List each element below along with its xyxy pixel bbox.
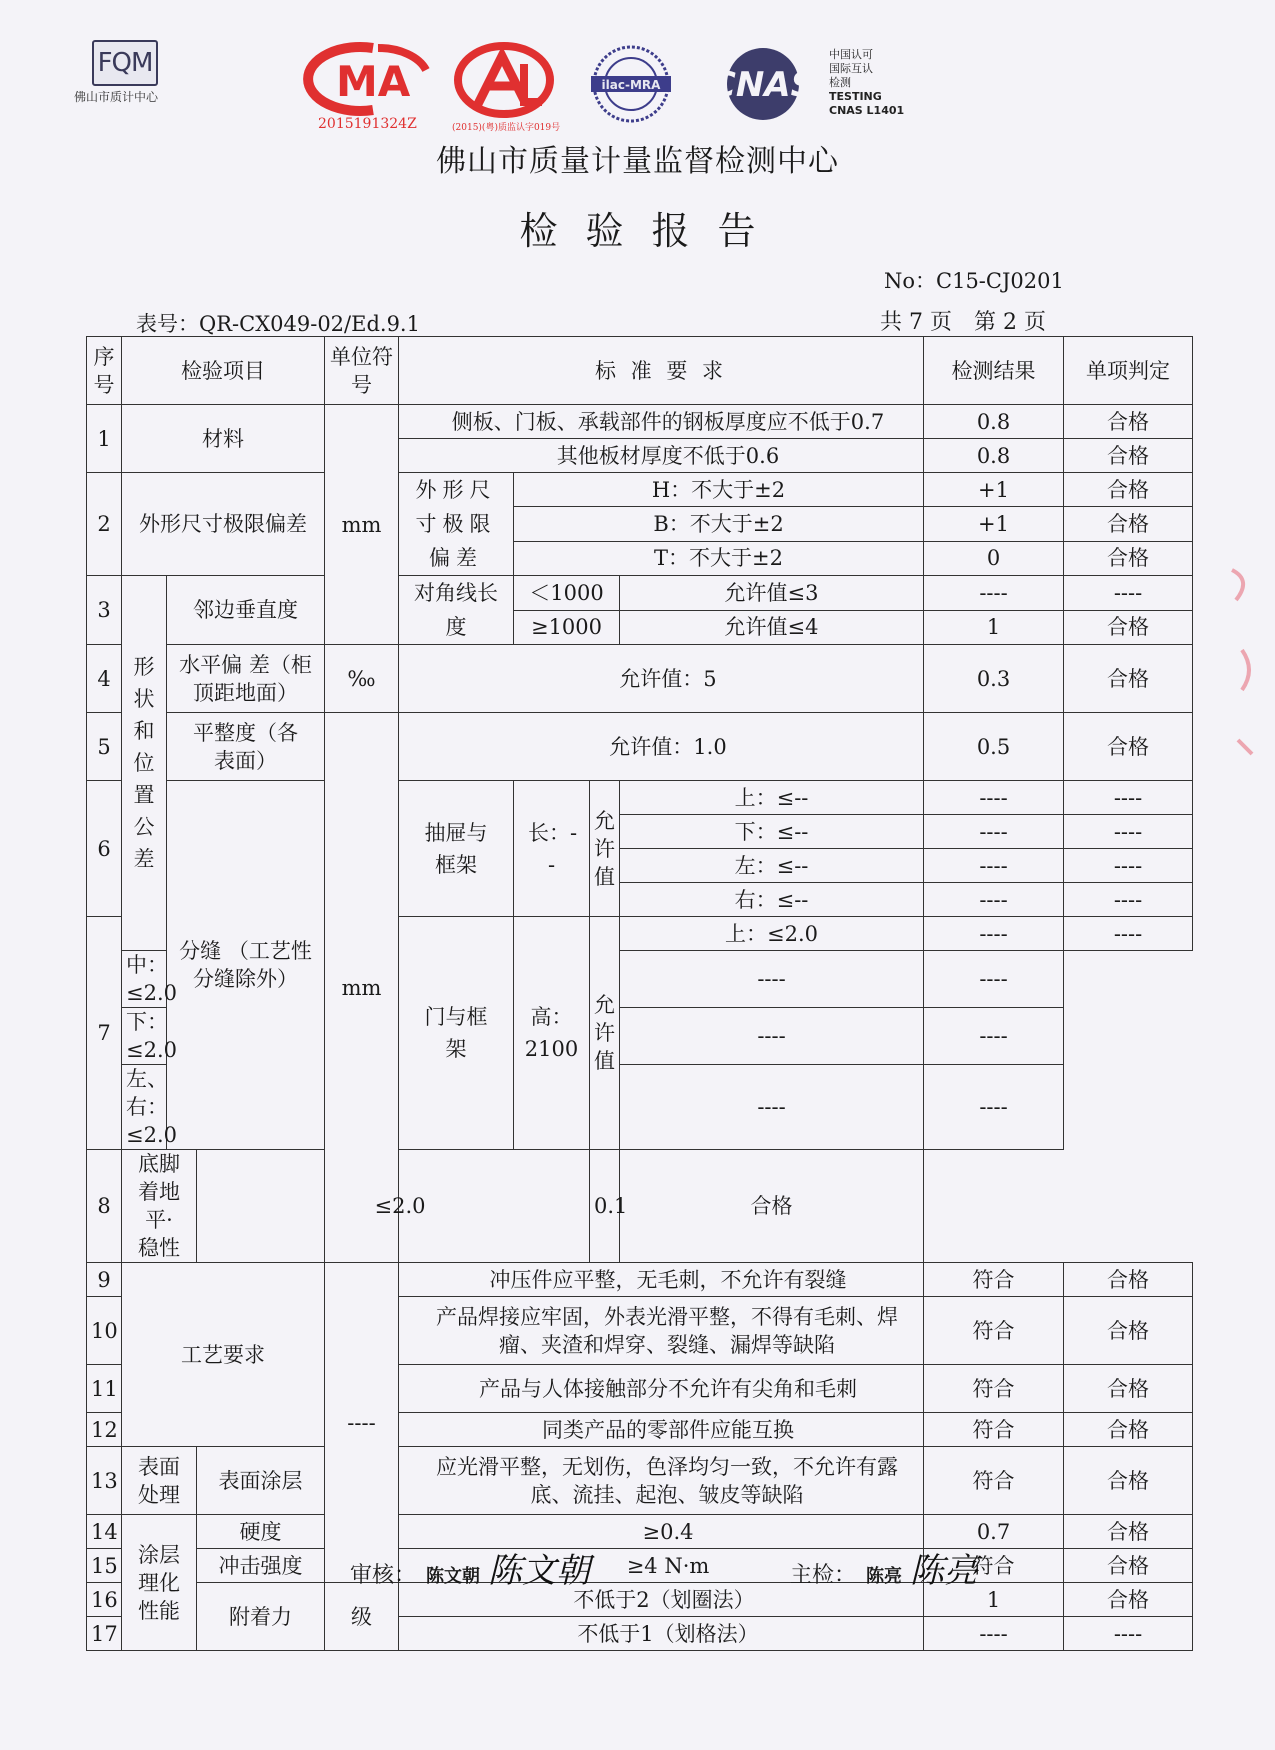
- row-result: 1: [924, 1583, 1064, 1617]
- row-seq: 3: [87, 576, 122, 645]
- row-subgroup: 对角线长度: [399, 576, 514, 645]
- craft-group: 工艺要求: [122, 1263, 325, 1447]
- fqm-logo: FQM: [92, 40, 158, 86]
- table-row: [87, 1263, 1193, 1297]
- row-unit: 级: [325, 1583, 399, 1651]
- row-seq: 17: [87, 1617, 122, 1651]
- gap-item: 分缝 （工艺性分缝除外）: [167, 781, 325, 1150]
- row-item: 邻边垂直度: [167, 576, 325, 645]
- partial-stamp: [1222, 560, 1272, 780]
- row-standard: 其他板材厚度不低于0.6: [399, 439, 924, 473]
- row-result: ----: [924, 883, 1064, 917]
- form-number: 表号：QR-CX049-02/Ed.9.1: [136, 312, 420, 336]
- organization-name: 佛山市质量计量监督检测中心: [436, 144, 839, 179]
- table-row: [87, 1150, 1193, 1263]
- row-part: 抽屉与框架: [399, 781, 514, 917]
- row-standard: ≤2.0: [197, 1150, 590, 1263]
- row-item: 附着力: [197, 1583, 325, 1651]
- row-standard: 不低于1（划格法）: [399, 1617, 924, 1651]
- row-result: 符合: [924, 1549, 1064, 1583]
- row-unit: ‰: [325, 645, 399, 713]
- row-verdict: ----: [924, 1065, 1064, 1150]
- row-verdict: ----: [1064, 781, 1193, 815]
- row-seq: 10: [87, 1297, 122, 1365]
- reviewer-label: 审核：: [350, 1563, 417, 1588]
- table-header-row: [87, 337, 1193, 405]
- row-standard: 同类产品的零部件应能互换: [399, 1413, 924, 1447]
- row-verdict: 合格: [1064, 473, 1193, 507]
- row-verdict: 合格: [1064, 1583, 1193, 1617]
- row-subgroup: 外形尺寸极限偏差: [399, 473, 514, 576]
- row-verdict: 合格: [1064, 610, 1193, 645]
- shape-position-group: 形状和位置公差: [122, 576, 167, 951]
- row-result: 0.5: [924, 713, 1064, 781]
- row-item: 外形尺寸极限偏差: [122, 473, 325, 576]
- row-verdict: 合格: [1064, 1413, 1193, 1447]
- table-row: [87, 1515, 1193, 1549]
- header-standard: 标 准 要 求: [399, 337, 924, 405]
- row-verdict: 合格: [620, 1150, 924, 1263]
- row-item: 水平偏 差（柜顶距地面）: [167, 645, 325, 713]
- row-requirement: T：不大于±2: [514, 541, 924, 575]
- page-count: 共 7 页 第 2 页: [880, 310, 1046, 335]
- row-verdict: ----: [924, 1008, 1064, 1065]
- table-row: [87, 1549, 1193, 1583]
- row-standard: 应光滑平整，无划伤，色泽均匀一致，不允许有露底、流挂、起泡、皱皮等缺陷: [399, 1447, 924, 1515]
- inspector-block: [790, 1543, 978, 1592]
- row-verdict: ----: [1064, 917, 1193, 951]
- row-side: 上：≤2.0: [620, 917, 924, 951]
- row-verdict: 合格: [1064, 645, 1193, 713]
- row-verdict: 合格: [1064, 713, 1193, 781]
- row-result: 符合: [924, 1365, 1064, 1413]
- row-requirement: B：不大于±2: [514, 507, 924, 541]
- header-item: 检验项目: [122, 337, 325, 405]
- row-verdict: ----: [1064, 883, 1193, 917]
- coating-group: 涂层理化性能: [122, 1515, 197, 1651]
- row-seq: 16: [87, 1583, 122, 1617]
- row-result: 1: [924, 610, 1064, 645]
- row-item: 平整度（各表面）: [167, 713, 325, 781]
- row-seq: 11: [87, 1365, 122, 1413]
- row-result: 0.8: [924, 405, 1064, 439]
- row-result: 0.7: [924, 1515, 1064, 1549]
- row-verdict: ----: [924, 951, 1064, 1008]
- row-item: 表面涂层: [197, 1447, 325, 1515]
- row-verdict: 合格: [1064, 1447, 1193, 1515]
- row-result: ----: [924, 815, 1064, 849]
- row-result: ----: [620, 1065, 924, 1150]
- row-standard: 不低于2（划圈法）: [399, 1583, 924, 1617]
- table-row: [87, 713, 1193, 781]
- row-verdict: ----: [1064, 1617, 1193, 1651]
- row-result: +1: [924, 507, 1064, 541]
- table-row: [87, 405, 1193, 439]
- row-result: ----: [924, 849, 1064, 883]
- reviewer-signature: 陈文朝: [488, 1551, 591, 1591]
- ilac-mra-logo: [583, 44, 679, 124]
- row-item: 底脚着地平·稳性: [122, 1150, 197, 1263]
- row-item: 冲击强度: [197, 1549, 325, 1583]
- svg-text:CNAS: CNAS: [710, 65, 816, 105]
- row-side: 右：≤--: [620, 883, 924, 917]
- row-seq: 4: [87, 645, 122, 713]
- row-allow-label: 允许值: [590, 781, 620, 917]
- row-part: 门与框架: [399, 917, 514, 1150]
- row-seq: 7: [87, 917, 122, 1150]
- inspector-name: 陈亮: [866, 1566, 903, 1587]
- row-verdict: 合格: [1064, 1515, 1193, 1549]
- svg-text:MA: MA: [336, 57, 411, 106]
- row-side: 左：≤--: [620, 849, 924, 883]
- inspection-table: [86, 336, 1193, 1651]
- row-seq: 2: [87, 473, 122, 576]
- row-result: ----: [924, 576, 1064, 611]
- inspector-signature: 陈亮: [910, 1551, 979, 1591]
- row-result: 符合: [924, 1413, 1064, 1447]
- row-side: 中：≤2.0: [122, 951, 167, 1008]
- unit-cell: mm: [325, 713, 399, 1263]
- row-verdict: ----: [1064, 849, 1193, 883]
- row-range: ≥1000: [514, 610, 620, 645]
- reviewer-name: 陈文朝: [426, 1566, 481, 1587]
- cal-number: (2015)(粤)质监认字019号: [452, 123, 561, 133]
- row-result: 0: [924, 541, 1064, 575]
- row-seq: 14: [87, 1515, 122, 1549]
- row-seq: 9: [87, 1263, 122, 1297]
- row-standard: 允许值：1.0: [399, 713, 924, 781]
- row-result: 0.3: [924, 645, 1064, 713]
- row-seq: 1: [87, 405, 122, 473]
- cnas-logo: [703, 46, 823, 122]
- row-seq: 5: [87, 713, 122, 781]
- row-standard: 产品焊接应牢固，外表光滑平整，不得有毛刺、焊瘤、夹渣和焊穿、裂缝、漏焊等缺陷: [399, 1297, 924, 1365]
- row-seq: 13: [87, 1447, 122, 1515]
- row-side: 下：≤--: [620, 815, 924, 849]
- row-side: 下：≤2.0: [122, 1008, 167, 1065]
- table-row: [87, 473, 1193, 507]
- row-allowance: 允许值≤4: [620, 610, 924, 645]
- cnas-accreditation-text: 中国认可 国际互认 检测 TESTING CNAS L1401: [829, 48, 905, 117]
- row-result: ----: [924, 781, 1064, 815]
- svg-text:ilac-MRA: ilac-MRA: [601, 78, 661, 92]
- cma-number: 2015191324Z: [318, 116, 417, 132]
- row-result: ----: [924, 917, 1064, 951]
- row-result: ----: [924, 1617, 1064, 1651]
- row-allow-label: 允许值: [590, 917, 620, 1150]
- row-verdict: ----: [1064, 815, 1193, 849]
- cal-logo: [454, 42, 554, 118]
- row-dimension: 高：2100: [514, 917, 590, 1150]
- row-standard: 侧板、门板、承载部件的钢板厚度应不低于0.7: [399, 405, 924, 439]
- row-standard: ≥4 N·m: [399, 1549, 924, 1583]
- row-result: 符合: [924, 1297, 1064, 1365]
- row-side: 上：≤--: [620, 781, 924, 815]
- unit-cell: ----: [325, 1263, 399, 1583]
- row-item: 材料: [122, 405, 325, 473]
- row-allowance: 允许值≤3: [620, 576, 924, 611]
- header-result: 检测结果: [924, 337, 1064, 405]
- table-row: [87, 1447, 1193, 1515]
- table-row: [87, 576, 1193, 611]
- report-title: 检验报告: [519, 209, 784, 253]
- row-result: 符合: [924, 1447, 1064, 1515]
- header-seq: 序号: [87, 337, 122, 405]
- row-seq: 8: [87, 1150, 122, 1263]
- row-result: ----: [620, 1008, 924, 1065]
- row-result: 0.8: [924, 439, 1064, 473]
- row-standard: ≥0.4: [399, 1515, 924, 1549]
- row-verdict: 合格: [1064, 507, 1193, 541]
- row-verdict: 合格: [1064, 405, 1193, 439]
- inspector-label: 主检：: [790, 1563, 857, 1588]
- table-row: [87, 1583, 1193, 1617]
- cma-logo: [318, 44, 428, 114]
- row-dimension: 长：--: [514, 781, 590, 917]
- row-verdict: 合格: [1064, 1297, 1193, 1365]
- table-row: [87, 781, 1193, 815]
- row-verdict: ----: [1064, 576, 1193, 611]
- row-verdict: 合格: [1064, 439, 1193, 473]
- row-verdict: 合格: [1064, 1263, 1193, 1297]
- header-unit: 单位符号: [325, 337, 399, 405]
- row-verdict: 合格: [1064, 541, 1193, 575]
- row-result: +1: [924, 473, 1064, 507]
- row-standard: 允许值：5: [399, 645, 924, 713]
- row-result: 符合: [924, 1263, 1064, 1297]
- row-range: ＜1000: [514, 576, 620, 611]
- surface-group: 表面处理: [122, 1447, 197, 1515]
- row-verdict: 合格: [1064, 1365, 1193, 1413]
- row-seq: 15: [87, 1549, 122, 1583]
- header-verdict: 单项判定: [1064, 337, 1193, 405]
- report-number: No：C15-CJ0201: [884, 269, 1064, 293]
- row-seq: 12: [87, 1413, 122, 1447]
- row-item: 硬度: [197, 1515, 325, 1549]
- unit-cell: mm: [325, 405, 399, 645]
- row-side: 左、右：≤2.0: [122, 1065, 167, 1150]
- fqm-org-name: 佛山市质计中心: [74, 90, 159, 104]
- row-result: ----: [620, 951, 924, 1008]
- row-requirement: H：不大于±2: [514, 473, 924, 507]
- reviewer-block: [350, 1543, 590, 1592]
- row-verdict: 合格: [1064, 1549, 1193, 1583]
- table-row: [87, 645, 1193, 713]
- row-result: 0.1: [590, 1150, 620, 1263]
- row-standard: 冲压件应平整，无毛刺，不允许有裂缝: [399, 1263, 924, 1297]
- row-standard: 产品与人体接触部分不允许有尖角和毛刺: [399, 1365, 924, 1413]
- row-seq: 6: [87, 781, 122, 917]
